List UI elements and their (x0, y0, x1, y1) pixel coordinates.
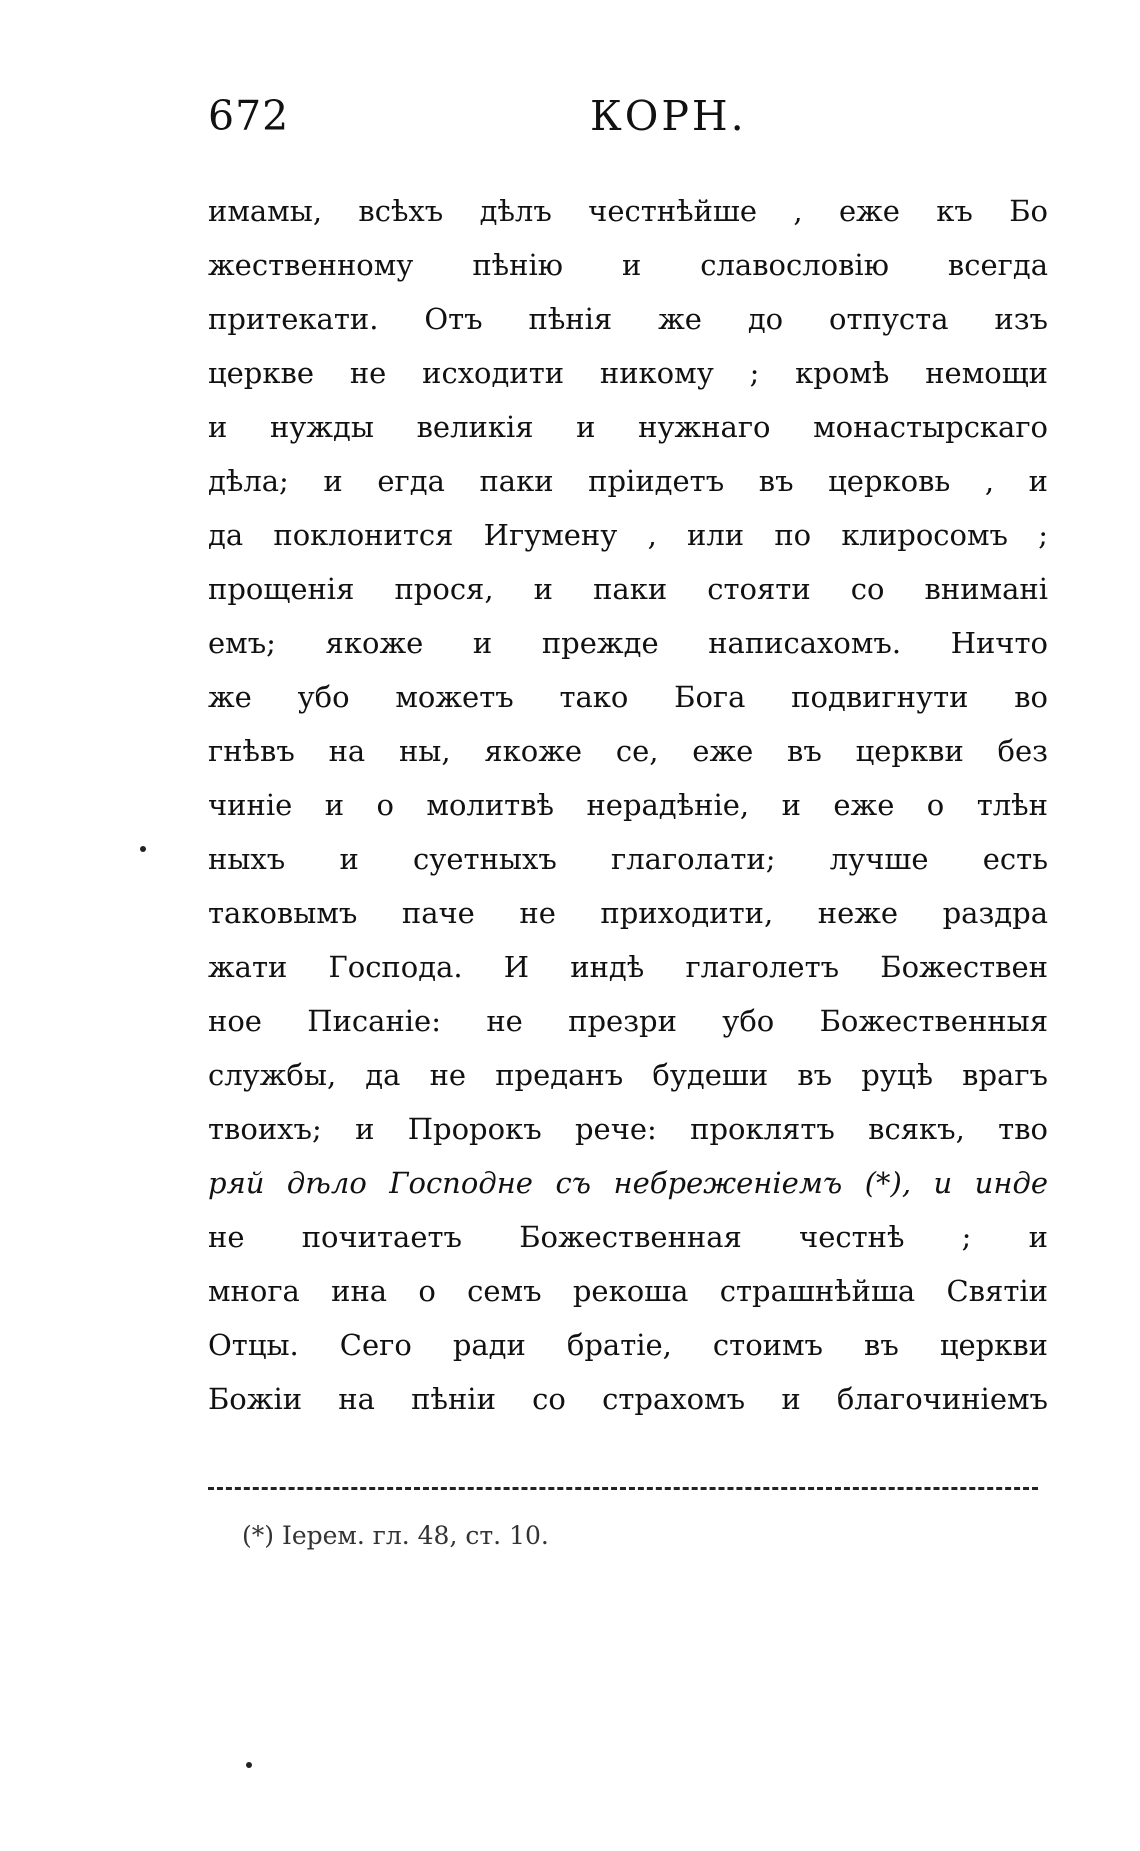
text-line: жати Господа. И индѣ глаголетъ Божествен (208, 950, 1048, 984)
text-line: прощенія прося, и паки стояти со внимані (208, 572, 1048, 606)
text-line: же убо можетъ тако Бога подвигнути во (208, 680, 1048, 714)
text-line: Божіи на пѣніи со страхомъ и благочиніемъ (208, 1382, 1048, 1416)
text-line: чиніе и о молитвѣ нерадѣніе, и еже о тлѣн (208, 788, 1048, 822)
text-line: притекати. Отъ пѣнія же до отпуста изъ (208, 302, 1048, 336)
page-number: 672 (208, 92, 290, 140)
text-line: ныхъ и суетныхъ глаголати; лучше есть (208, 842, 1048, 876)
text-line: церкве не исходити никому ; кромѣ немощи (208, 356, 1048, 390)
text-line: да поклонится Игумену , или по клиросомъ ; (208, 518, 1048, 552)
text-line: имамы, всѣхъ дѣлъ честнѣйше , еже къ Бо (208, 194, 1048, 228)
print-speck (140, 846, 146, 852)
text-line: гнѣвъ на ны, якоже се, еже въ церкви без (208, 734, 1048, 768)
text-line: жественному пѣнію и славословію всегда (208, 248, 1048, 282)
text-line: емъ; якоже и прежде написахомъ. Ничто (208, 626, 1048, 660)
print-speck (246, 1762, 252, 1768)
text-line: дѣла; и егда паки пріидетъ въ церковь , и (208, 464, 1048, 498)
text-line: и нужды великія и нужнаго монастырскаго (208, 410, 1048, 444)
text-line: Отцы. Сего ради братіе, стоимъ въ церкви (208, 1328, 1048, 1362)
text-line: службы, да не преданъ будеши въ руцѣ врагъ (208, 1058, 1048, 1092)
running-head: КОРН. (590, 92, 747, 140)
text-line: твоихъ; и Пророкъ рече: проклятъ всякъ, тво (208, 1112, 1048, 1146)
text-line: таковымъ паче не приходити, неже раздра (208, 896, 1048, 930)
body-text (208, 184, 1048, 1426)
text-line: не почитаетъ Божественная честнѣ ; и (208, 1220, 1048, 1254)
footnote-rule (208, 1487, 1038, 1490)
text-line: ряй дѣло Господне съ небреженіемъ (*), и инде (208, 1166, 1048, 1200)
footnote: (*) Іерем. гл. 48, ст. 10. (242, 1521, 549, 1550)
text-line: ное Писаніе: не презри убо Божественныя (208, 1004, 1048, 1038)
text-line: многа ина о семъ рекоша страшнѣйша Святіи (208, 1274, 1048, 1308)
